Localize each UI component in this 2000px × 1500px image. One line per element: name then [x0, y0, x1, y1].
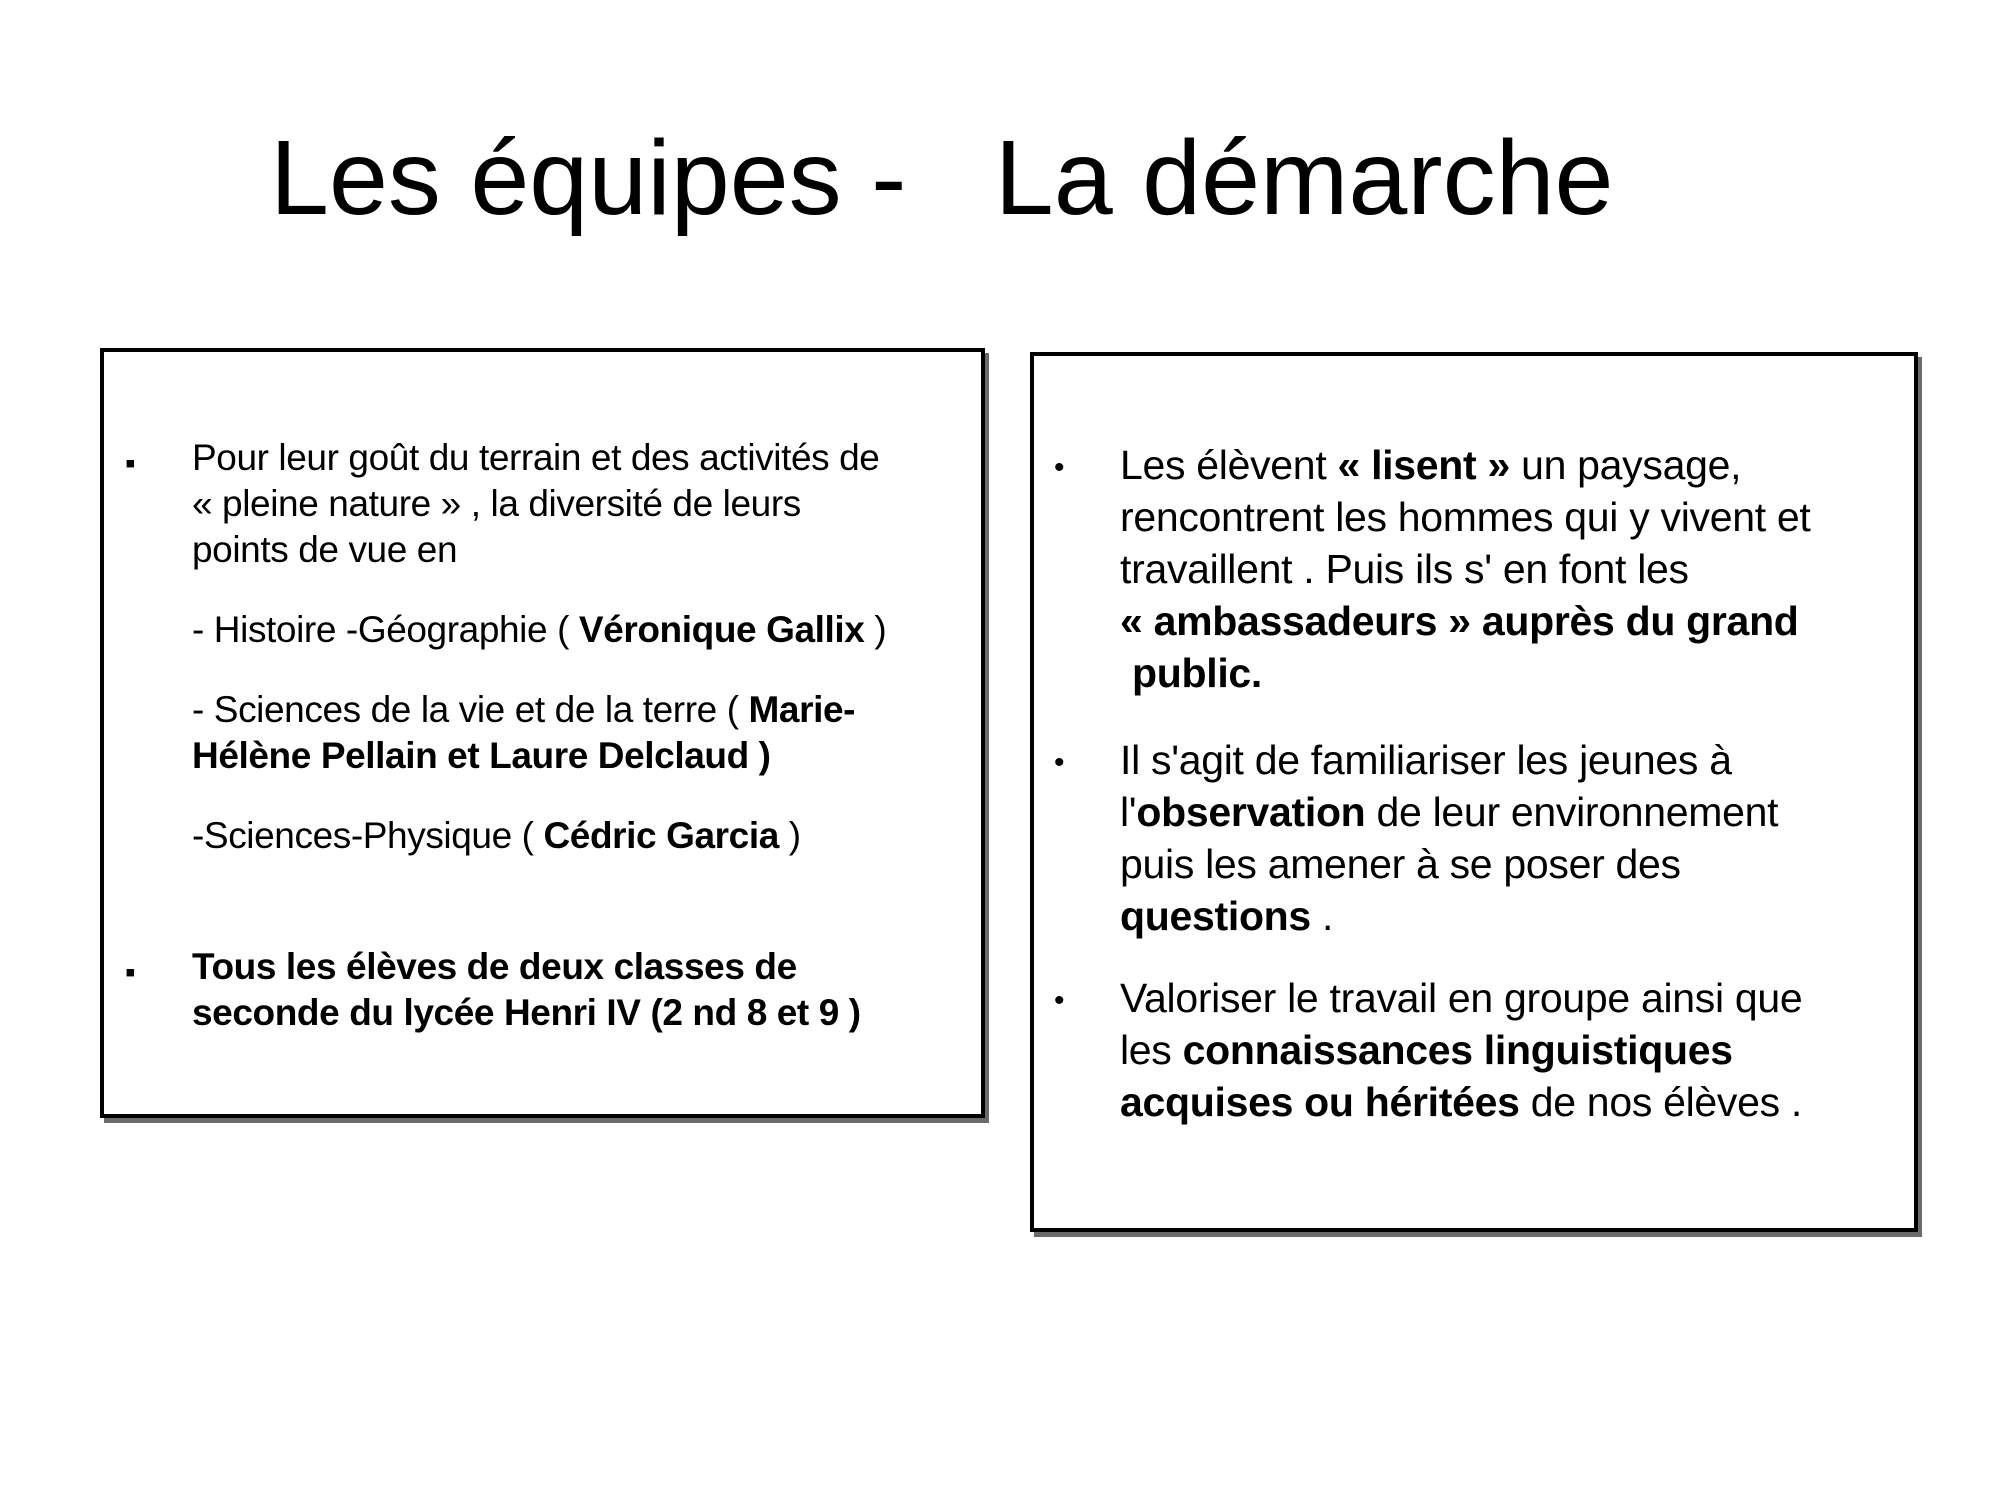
students-description — [192, 944, 982, 1036]
bullet-marker: • — [1054, 451, 1065, 484]
teams-intro-line: « pleine nature » , la diversité de leurs — [192, 483, 801, 524]
teacher-name: Marie- — [748, 689, 856, 730]
team-life-earth-sciences: - Sciences de la vie et de la terre ( Marie- — [192, 689, 856, 730]
teacher-name: Véronique Gallix — [578, 609, 865, 650]
approach-line: rencontrent les hommes qui y vivent et — [1120, 494, 1811, 540]
approach-line: acquises ou héritées de nos élèves . — [1120, 1079, 1803, 1125]
students-line: seconde du lycée Henri IV (2 nd 8 et 9 ) — [192, 992, 861, 1033]
team-physical-sciences: -Sciences-Physique ( Cédric Garcia ) — [192, 815, 801, 856]
approach-line: Les élèvent « lisent » un paysage, — [1120, 442, 1742, 488]
teacher-name: Hélène Pellain et Laure Delclaud ) — [192, 735, 771, 776]
approach-line: « ambassadeurs » auprès du grand — [1120, 598, 1799, 644]
approach-point-groupwork — [1120, 972, 1920, 1128]
approach-line: puis les amener à se poser des — [1120, 841, 1681, 887]
slide-title: Les équipes - La démarche — [270, 119, 1614, 237]
students-line: Tous les élèves de deux classes de — [192, 946, 797, 987]
teacher-name: Cédric Garcia — [543, 815, 779, 856]
approach-line: questions . — [1120, 893, 1334, 939]
team-history-geography: - Histoire -Géographie ( Véronique Gallix ) — [192, 609, 887, 650]
approach-line: travaillent . Puis ils s' en font les — [1120, 546, 1689, 592]
approach-line: les connaissances linguistiques — [1120, 1027, 1733, 1073]
approach-point-landscape — [1120, 439, 1920, 699]
approach-line: public. — [1132, 650, 1263, 696]
teams-intro-line: Pour leur goût du terrain et des activités de — [192, 437, 880, 478]
bullet-marker: ▪ — [125, 447, 136, 480]
bullet-marker: • — [1054, 984, 1065, 1017]
approach-line: Valoriser le travail en groupe ainsi que — [1120, 975, 1803, 1021]
teams-description — [192, 435, 982, 859]
approach-line: Il s'agit de familiariser les jeunes à — [1120, 737, 1732, 783]
approach-line: l'observation de leur environnement — [1120, 789, 1779, 835]
bullet-marker: ▪ — [125, 956, 136, 989]
teams-panel — [100, 348, 985, 1118]
teams-intro-line: points de vue en — [192, 529, 458, 570]
bullet-marker: • — [1054, 746, 1065, 779]
approach-point-observation — [1120, 734, 1920, 942]
approach-panel — [1030, 352, 1918, 1232]
